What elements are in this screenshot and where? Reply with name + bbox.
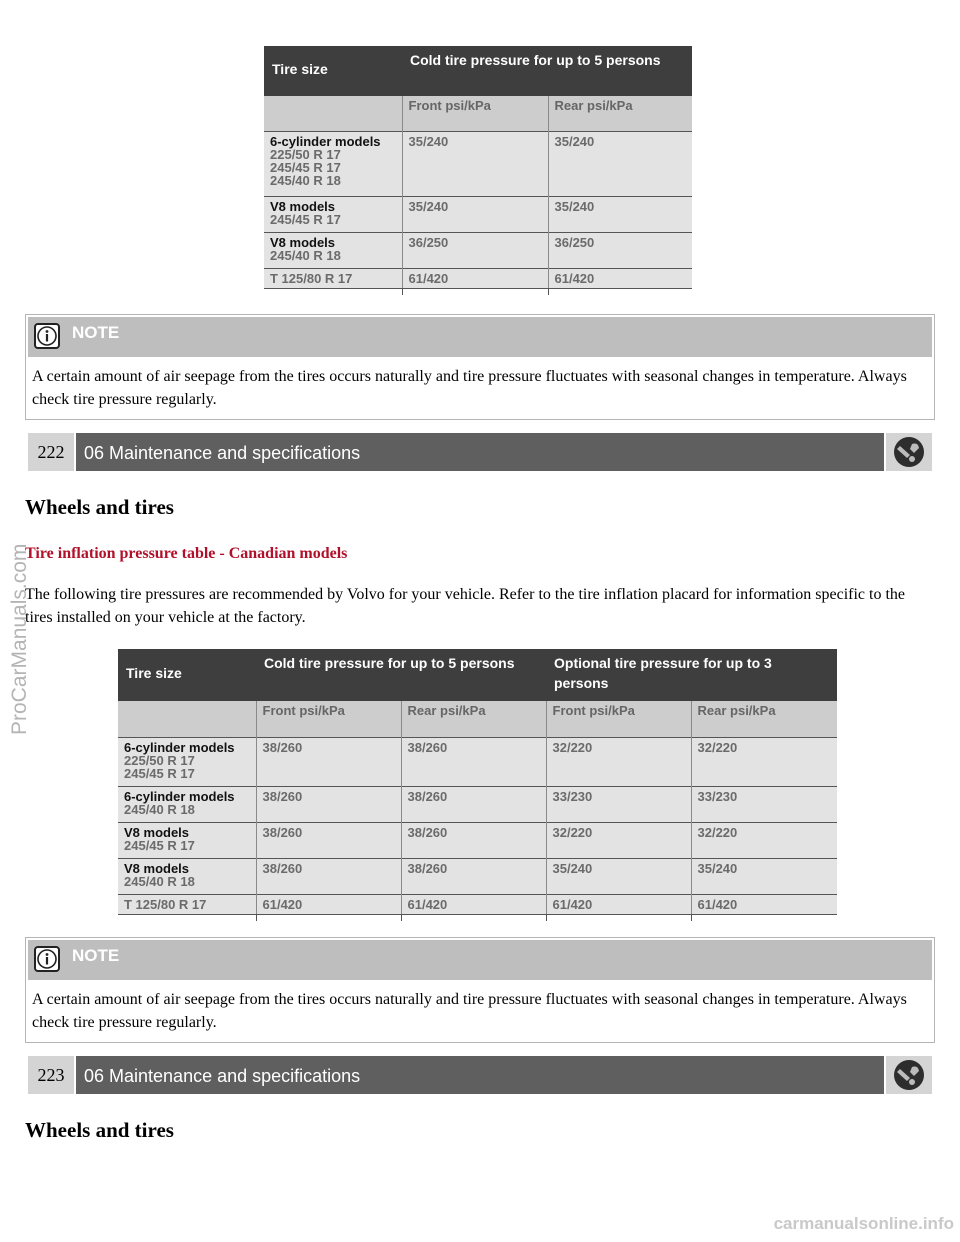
model-name: V8 models bbox=[270, 234, 336, 250]
info-icon bbox=[34, 946, 60, 972]
tire-size: 245/45 R 17 bbox=[270, 159, 341, 175]
model-name: V8 models bbox=[124, 824, 190, 840]
note-text: A certain amount of air seepage from the tires occurs naturally and tire pressure fluctuates with seasonal changes in temperature. Always check tire pressure regularly. bbox=[32, 991, 907, 1031]
pressure-value: 38/260 bbox=[401, 858, 546, 894]
sub-front: Front psi/kPa bbox=[546, 701, 691, 737]
pressure-value: 33/230 bbox=[546, 786, 691, 822]
spare-value: 61/420 bbox=[691, 894, 837, 914]
wrench-icon-box bbox=[886, 1056, 932, 1094]
note-label: NOTE bbox=[72, 946, 120, 965]
table-row-model bbox=[118, 858, 256, 894]
model-name: 6-cylinder models bbox=[124, 739, 235, 755]
table-tail bbox=[401, 914, 546, 921]
chapter-title: 06 Maintenance and specifications bbox=[76, 433, 884, 471]
section-heading: Wheels and tires bbox=[25, 1118, 174, 1142]
chapter-title: 06 Maintenance and specifications bbox=[76, 1056, 884, 1094]
tire-size: 245/40 R 18 bbox=[270, 247, 341, 263]
note-header bbox=[28, 940, 932, 980]
pressure-value: 33/230 bbox=[691, 786, 837, 822]
tire-size: 245/45 R 17 bbox=[124, 837, 195, 853]
sub-rear: Rear psi/kPa bbox=[548, 96, 692, 131]
model-name: V8 models bbox=[124, 860, 190, 876]
page-header-bar bbox=[28, 433, 932, 471]
table-tail bbox=[691, 914, 837, 921]
table-row-model bbox=[118, 737, 256, 786]
table-row-model bbox=[264, 131, 402, 196]
note-box bbox=[25, 314, 935, 420]
page-header-bar bbox=[28, 1056, 932, 1094]
front-value: 35/240 bbox=[402, 131, 548, 196]
info-icon bbox=[34, 323, 60, 349]
sub-front: Front psi/kPa bbox=[256, 701, 401, 737]
spare-value: 61/420 bbox=[546, 894, 691, 914]
spare-rear: 61/420 bbox=[548, 268, 692, 288]
section-heading: Wheels and tires bbox=[25, 495, 174, 519]
page-number: 223 bbox=[28, 1056, 74, 1094]
pressure-value: 35/240 bbox=[546, 858, 691, 894]
table-row-model bbox=[264, 196, 402, 232]
tire-size: 245/40 R 18 bbox=[270, 172, 341, 188]
watermark: ProCarManuals.com bbox=[8, 543, 31, 735]
sub-rear: Rear psi/kPa bbox=[691, 701, 837, 737]
table-row-model bbox=[264, 232, 402, 268]
table-row-model bbox=[118, 822, 256, 858]
pressure-value: 32/220 bbox=[691, 822, 837, 858]
pressure-value: 38/260 bbox=[401, 786, 546, 822]
section-subtitle: Tire inflation pressure table - Canadian models bbox=[25, 545, 348, 562]
tire-size: 225/50 R 17 bbox=[124, 752, 195, 768]
front-value: 36/250 bbox=[402, 232, 548, 268]
header-tire-size: Tire size bbox=[118, 649, 256, 701]
wrench-icon bbox=[886, 433, 932, 471]
pressure-value: 38/260 bbox=[401, 737, 546, 786]
pressure-value: 38/260 bbox=[256, 737, 401, 786]
model-name: 6-cylinder models bbox=[124, 788, 235, 804]
spare-front: 61/420 bbox=[402, 268, 548, 288]
tire-size: 225/50 R 17 bbox=[270, 146, 341, 162]
pressure-value: 38/260 bbox=[256, 786, 401, 822]
table-tail bbox=[402, 288, 548, 295]
spare-size bbox=[118, 894, 256, 914]
info-icon-glyph bbox=[36, 325, 58, 347]
pressure-value: 35/240 bbox=[691, 858, 837, 894]
tire-size: 245/45 R 17 bbox=[124, 765, 195, 781]
table-tail bbox=[256, 914, 401, 921]
pressure-value: 38/260 bbox=[401, 822, 546, 858]
header-cold-pressure: Cold tire pressure for up to 5 persons bbox=[256, 649, 546, 701]
table-tail bbox=[118, 914, 256, 921]
pressure-value: 32/220 bbox=[691, 737, 837, 786]
table-tail bbox=[264, 288, 402, 295]
model-name: 6-cylinder models bbox=[270, 133, 381, 149]
sub-rear: Rear psi/kPa bbox=[401, 701, 546, 737]
note-header bbox=[28, 317, 932, 357]
page-number: 222 bbox=[28, 433, 74, 471]
header-cold-pressure: Cold tire pressure for up to 5 persons bbox=[402, 46, 692, 96]
spare-size-label: T 125/80 R 17 bbox=[124, 896, 207, 912]
tire-pressure-table-canada bbox=[118, 649, 837, 921]
table-tail bbox=[546, 914, 691, 921]
sub-empty bbox=[118, 701, 256, 737]
rear-value: 35/240 bbox=[548, 131, 692, 196]
pressure-value: 38/260 bbox=[256, 858, 401, 894]
header-tire-size: Tire size bbox=[264, 46, 402, 96]
tire-size: 245/40 R 18 bbox=[124, 873, 195, 889]
note-box bbox=[25, 937, 935, 1043]
note-label: NOTE bbox=[72, 323, 120, 342]
footer-watermark: carmanualsonline.info bbox=[773, 1214, 954, 1233]
note-text: A certain amount of air seepage from the tires occurs naturally and tire pressure fluctuates with seasonal changes in temperature. Always check tire pressure regularly. bbox=[32, 368, 907, 408]
header-optional-pressure: Optional tire pressure for up to 3 persons bbox=[546, 649, 837, 701]
sub-empty bbox=[264, 96, 402, 131]
rear-value: 35/240 bbox=[548, 196, 692, 232]
rear-value: 36/250 bbox=[548, 232, 692, 268]
wrench-icon bbox=[886, 1056, 932, 1094]
tire-pressure-table-us bbox=[264, 46, 692, 295]
info-icon-glyph bbox=[36, 948, 58, 970]
spare-size bbox=[264, 268, 402, 288]
spare-size-label: T 125/80 R 17 bbox=[270, 270, 353, 286]
pressure-value: 32/220 bbox=[546, 737, 691, 786]
spare-value: 61/420 bbox=[401, 894, 546, 914]
pressure-value: 38/260 bbox=[256, 822, 401, 858]
tire-size: 245/40 R 18 bbox=[124, 801, 195, 817]
table-row-model bbox=[118, 786, 256, 822]
table-tail bbox=[548, 288, 692, 295]
sub-front: Front psi/kPa bbox=[402, 96, 548, 131]
model-name: V8 models bbox=[270, 198, 336, 214]
tire-size: 245/45 R 17 bbox=[270, 211, 341, 227]
pressure-value: 32/220 bbox=[546, 822, 691, 858]
front-value: 35/240 bbox=[402, 196, 548, 232]
spare-value: 61/420 bbox=[256, 894, 401, 914]
wrench-icon-box bbox=[886, 433, 932, 471]
section-paragraph: The following tire pressures are recommended by Volvo for your vehicle. Refer to the tire inflation placard for information specific to the tires installed on your vehicle at the factory. bbox=[25, 586, 906, 626]
